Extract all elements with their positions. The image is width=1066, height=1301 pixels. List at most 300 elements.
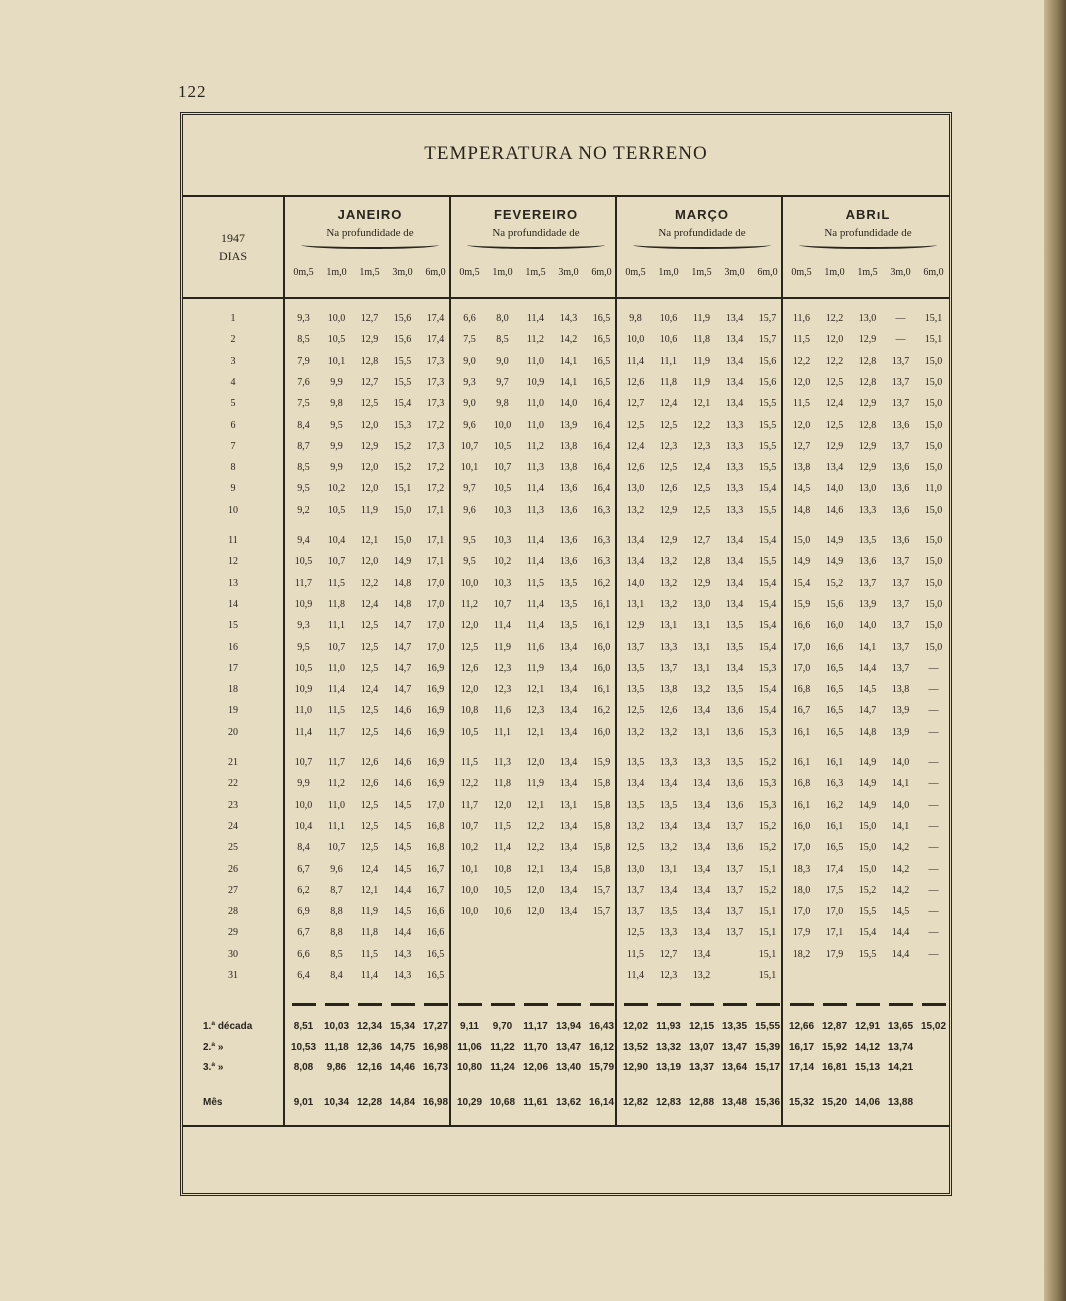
table-cell: 13,2 xyxy=(659,598,678,610)
table-cell: 13,0 xyxy=(858,313,877,324)
summary-cell: 14,75 xyxy=(389,1042,416,1053)
table-cell: 9,5 xyxy=(463,535,476,546)
table-cell: 15,6 xyxy=(393,334,412,346)
table-cell: 16,4 xyxy=(592,419,611,431)
summary-cell: 16,17 xyxy=(788,1042,815,1053)
table-cell: 15,1 xyxy=(758,927,777,939)
book-spine xyxy=(1044,0,1066,1301)
table-cell: 16,9 xyxy=(426,757,445,768)
summary-cell: 15,02 xyxy=(920,1021,947,1032)
table-cell: 13,1 xyxy=(659,620,678,632)
summary-cell: 13,48 xyxy=(721,1097,748,1108)
table-cell: 12,2 xyxy=(526,820,545,832)
table-cell: 13,4 xyxy=(559,820,578,832)
summary-cell: 13,35 xyxy=(721,1021,748,1032)
table-cell: 15,1 xyxy=(758,863,777,875)
summary-rule xyxy=(391,1003,415,1006)
table-cell: 11,4 xyxy=(626,355,645,367)
summary-cell: 16,73 xyxy=(422,1062,449,1073)
table-cell: 15,8 xyxy=(592,820,611,832)
table-cell: 8,5 xyxy=(297,462,310,474)
table-cell: 9,7 xyxy=(496,376,509,388)
table-cell: — xyxy=(928,842,939,854)
summary-cell: 11,70 xyxy=(523,1042,548,1053)
depth-column-header: 0m,5 xyxy=(459,267,480,278)
table-cell: 14,6 xyxy=(393,757,412,768)
table-cell: 11,0 xyxy=(526,355,545,367)
summary-cell: 15,39 xyxy=(754,1042,781,1053)
table-cell: 15,1 xyxy=(924,313,943,324)
summary-cell: 15,55 xyxy=(754,1021,781,1032)
summary-cell: 15,20 xyxy=(821,1097,848,1108)
table-cell: 12,6 xyxy=(460,662,479,674)
table-cell: 15,7 xyxy=(758,313,777,324)
table-cell: 13,6 xyxy=(559,556,578,568)
table-cell: 14,7 xyxy=(393,641,412,653)
table-cell: 15,5 xyxy=(393,355,412,367)
summary-cell: 12,02 xyxy=(622,1021,649,1032)
table-cell: 14,9 xyxy=(858,799,877,811)
table-cell: 11,4 xyxy=(526,556,545,568)
table-cell: 13,7 xyxy=(659,662,678,674)
table-cell: 11,2 xyxy=(526,334,545,346)
summary-cell: 14,21 xyxy=(887,1062,914,1073)
summary-cell: 13,07 xyxy=(688,1042,715,1053)
table-cell: 15,0 xyxy=(924,355,943,367)
month-header: MARÇO xyxy=(674,207,730,222)
table-cell: 13,4 xyxy=(559,641,578,653)
table-cell: 14,1 xyxy=(559,355,578,367)
table-cell: 15,6 xyxy=(393,313,412,324)
table-cell: 15,0 xyxy=(924,577,943,589)
table-cell: — xyxy=(928,884,939,896)
table-cell: 10,1 xyxy=(460,863,479,875)
table-cell: 15,4 xyxy=(393,398,412,410)
table-cell: 12,0 xyxy=(460,684,479,696)
table-cell: 14,2 xyxy=(559,334,578,346)
table-cell: 15,4 xyxy=(792,577,811,589)
table-cell: 13,4 xyxy=(692,799,711,811)
table-cell: 16,1 xyxy=(592,598,611,610)
table-cell: 8,7 xyxy=(297,440,310,452)
table-cell: 14,0 xyxy=(825,483,844,495)
table-cell: 15,0 xyxy=(924,462,943,474)
table-cell: 16,9 xyxy=(426,662,445,674)
table-cell: 16,7 xyxy=(792,705,811,717)
table-cell: 13,3 xyxy=(659,927,678,939)
table-cell: 9,6 xyxy=(463,504,476,516)
table-cell: 16,0 xyxy=(825,620,844,632)
table-cell: 14,7 xyxy=(858,705,877,717)
table-cell: 13,4 xyxy=(725,376,744,388)
summary-cell: 13,32 xyxy=(655,1042,682,1053)
table-cell: 11,4 xyxy=(526,598,545,610)
table-cell: 13,2 xyxy=(692,684,711,696)
table-cell: 12,7 xyxy=(659,948,678,960)
table-cell: 13,2 xyxy=(626,504,645,516)
table-cell: 12,6 xyxy=(360,757,379,768)
table-cell: 17,3 xyxy=(426,398,445,410)
table-cell: 15,6 xyxy=(758,355,777,367)
day-number: 27 xyxy=(228,884,238,896)
table-cell: 13,3 xyxy=(692,757,711,768)
table-cell: 17,5 xyxy=(825,884,844,896)
table-cell: 12,8 xyxy=(858,419,877,431)
table-cell: 17,0 xyxy=(825,906,844,918)
summary-cell: 9,70 xyxy=(492,1021,513,1032)
table-cell: 13,5 xyxy=(626,662,645,674)
summary-rule xyxy=(756,1003,780,1006)
table-cell: 12,3 xyxy=(692,440,711,452)
table-cell: 12,5 xyxy=(360,641,379,653)
table-cell: 13,4 xyxy=(659,778,678,790)
title-divider xyxy=(183,195,949,197)
table-cell: 10,8 xyxy=(460,705,479,717)
table-cell: 11,9 xyxy=(692,313,711,324)
month-header: FEVEREIRO xyxy=(493,207,579,222)
table-cell: 13,1 xyxy=(692,641,711,653)
table-cell: 16,1 xyxy=(792,799,811,811)
table-cell: 15,2 xyxy=(758,842,777,854)
table-cell: 10,6 xyxy=(493,906,512,918)
depth-column-header: 1m,0 xyxy=(824,267,845,278)
summary-cell: 11,18 xyxy=(324,1042,349,1053)
table-cell: 13,6 xyxy=(891,483,910,495)
table-cell: 11,5 xyxy=(626,948,645,960)
table-cell: 11,5 xyxy=(493,820,512,832)
table-cell: 9,4 xyxy=(297,535,310,546)
summary-cell: 13,94 xyxy=(555,1021,582,1032)
table-cell: 11,9 xyxy=(360,504,379,516)
table-cell: 11,6 xyxy=(526,641,545,653)
table-cell: 11,1 xyxy=(659,355,678,367)
table-cell: 11,0 xyxy=(526,398,545,410)
table-cell: 10,5 xyxy=(294,556,313,568)
table-cell: 14,9 xyxy=(792,556,811,568)
table-cell: 12,5 xyxy=(626,842,645,854)
table-cell: 12,5 xyxy=(360,620,379,632)
table-cell: 12,9 xyxy=(360,440,379,452)
table-cell: 12,1 xyxy=(526,799,545,811)
summary-rule xyxy=(424,1003,448,1006)
table-cell: 15,2 xyxy=(393,462,412,474)
summary-cell: 12,28 xyxy=(356,1097,383,1108)
table-cell: 10,2 xyxy=(493,556,512,568)
table-cell: 11,2 xyxy=(460,598,479,610)
table-cell: 10,0 xyxy=(294,799,313,811)
table-cell: 16,5 xyxy=(592,355,611,367)
table-cell: 12,0 xyxy=(360,556,379,568)
day-number: 13 xyxy=(228,577,238,589)
table-cell: 12,5 xyxy=(460,641,479,653)
summary-rule xyxy=(458,1003,482,1006)
table-cell: 10,0 xyxy=(460,577,479,589)
table-cell: 11,9 xyxy=(692,376,711,388)
table-cell: 15,2 xyxy=(758,884,777,896)
table-cell: 10,4 xyxy=(327,535,346,546)
table-cell: 12,5 xyxy=(692,504,711,516)
table-cell: 10,1 xyxy=(327,355,346,367)
table-cell: 15,0 xyxy=(924,440,943,452)
table-cell: 12,0 xyxy=(493,799,512,811)
table-cell: 12,1 xyxy=(360,535,379,546)
table-cell: 12,5 xyxy=(825,376,844,388)
table-cell: 12,1 xyxy=(360,884,379,896)
table-cell: 12,9 xyxy=(825,440,844,452)
table-cell: 14,8 xyxy=(792,504,811,516)
table-cell: 13,5 xyxy=(626,684,645,696)
table-cell: 13,2 xyxy=(659,726,678,738)
table-cell: 12,6 xyxy=(626,462,645,474)
table-cell: 9,5 xyxy=(463,556,476,568)
table-cell: 12,0 xyxy=(526,757,545,768)
table-cell: 10,5 xyxy=(294,662,313,674)
day-number: 23 xyxy=(228,799,238,811)
table-cell: 13,4 xyxy=(725,398,744,410)
day-number: 28 xyxy=(228,906,238,918)
table-cell: 11,4 xyxy=(493,842,512,854)
table-cell: — xyxy=(928,927,939,939)
summary-cell: 14,06 xyxy=(854,1097,881,1108)
table-cell: 11,1 xyxy=(493,726,512,738)
table-cell: 14,5 xyxy=(891,906,910,918)
table-cell: 15,5 xyxy=(758,462,777,474)
table-cell: 13,4 xyxy=(559,863,578,875)
table-cell: 13,7 xyxy=(891,662,910,674)
table-cell: 13,7 xyxy=(626,906,645,918)
table-cell: 13,9 xyxy=(559,419,578,431)
depth-column-header: 1m,0 xyxy=(326,267,347,278)
summary-cell: 13,65 xyxy=(887,1021,914,1032)
table-cell: 13,0 xyxy=(626,863,645,875)
table-cell: 12,4 xyxy=(692,462,711,474)
summary-rule xyxy=(590,1003,614,1006)
summary-cell: 13,40 xyxy=(555,1062,582,1073)
table-cell: 15,4 xyxy=(858,927,877,939)
table-cell: 17,1 xyxy=(426,535,445,546)
depth-column-header: 1m,5 xyxy=(691,267,712,278)
table-cell: 13,4 xyxy=(659,884,678,896)
table-cell: 14,5 xyxy=(393,863,412,875)
table-cell: 11,5 xyxy=(460,757,479,768)
table-cell: 9,8 xyxy=(496,398,509,410)
table-cell: 14,5 xyxy=(393,820,412,832)
table-cell: 10,5 xyxy=(493,440,512,452)
table-cell: 6,7 xyxy=(297,927,310,939)
summary-cell: 11,93 xyxy=(656,1021,681,1032)
day-number: 20 xyxy=(228,726,238,738)
table-cell: 11,8 xyxy=(327,598,346,610)
table-cell: 16,9 xyxy=(426,726,445,738)
table-cell: 13,4 xyxy=(692,927,711,939)
table-cell: 13,7 xyxy=(891,620,910,632)
table-cell: 13,1 xyxy=(692,726,711,738)
table-cell: 12,6 xyxy=(659,705,678,717)
table-cell: 9,5 xyxy=(297,641,310,653)
summary-cell: 8,51 xyxy=(293,1021,314,1032)
summary-cell: 16,98 xyxy=(422,1097,449,1108)
table-cell: 9,3 xyxy=(297,620,310,632)
depth-column-header: 1m,5 xyxy=(525,267,546,278)
summary-cell: 13,74 xyxy=(887,1042,914,1053)
table-cell: 16,9 xyxy=(426,684,445,696)
table-cell: 17,0 xyxy=(792,906,811,918)
table-cell: 13,7 xyxy=(725,906,744,918)
table-cell: 12,9 xyxy=(858,440,877,452)
table-cell: 12,5 xyxy=(360,842,379,854)
table-cell: 12,6 xyxy=(659,483,678,495)
table-cell: 14,2 xyxy=(891,884,910,896)
table-cell: 10,3 xyxy=(493,504,512,516)
table-cell: 15,3 xyxy=(758,778,777,790)
table-cell: 16,3 xyxy=(592,556,611,568)
table-cell: 11,5 xyxy=(526,577,545,589)
table-cell: 12,3 xyxy=(526,705,545,717)
table-cell: 16,5 xyxy=(426,970,445,981)
summary-rule xyxy=(491,1003,515,1006)
table-cell: 11,7 xyxy=(327,757,346,768)
table-cell: 15,4 xyxy=(758,620,777,632)
table-cell: 14,4 xyxy=(393,927,412,939)
table-cell: 16,5 xyxy=(426,948,445,960)
table-cell: 15,5 xyxy=(758,504,777,516)
table-cell: 12,8 xyxy=(360,355,379,367)
summary-label: Mês xyxy=(203,1097,223,1108)
table-cell: 15,1 xyxy=(758,948,777,960)
table-cell: 11,8 xyxy=(360,927,379,939)
table-cell: 17,0 xyxy=(426,598,445,610)
table-cell: 16,7 xyxy=(426,863,445,875)
table-cell: 13,6 xyxy=(725,842,744,854)
table-cell: 17,0 xyxy=(792,662,811,674)
table-cell: 14,5 xyxy=(393,842,412,854)
day-number: 29 xyxy=(228,927,238,939)
table-cell: 12,0 xyxy=(460,620,479,632)
table-cell: 13,6 xyxy=(891,504,910,516)
table-cell: 13,6 xyxy=(725,778,744,790)
table-cell: 17,9 xyxy=(792,927,811,939)
table-cell: 14,2 xyxy=(891,863,910,875)
table-cell: 11,4 xyxy=(626,970,645,981)
summary-cell: 12,87 xyxy=(821,1021,848,1032)
table-cell: 13,2 xyxy=(659,556,678,568)
table-cell: 18,0 xyxy=(792,884,811,896)
table-cell: 17,3 xyxy=(426,440,445,452)
table-cell: 10,1 xyxy=(460,462,479,474)
summary-cell: 8,08 xyxy=(293,1062,314,1073)
brace-decoration xyxy=(799,241,937,249)
table-cell: 17,0 xyxy=(426,620,445,632)
day-number: 17 xyxy=(228,662,238,674)
table-cell: 13,7 xyxy=(891,556,910,568)
table-cell: 12,4 xyxy=(825,398,844,410)
depth-subheading: Na profundidade de xyxy=(326,227,414,239)
table-cell: 12,9 xyxy=(858,462,877,474)
table-cell: 12,5 xyxy=(360,705,379,717)
table-cell: 15,2 xyxy=(758,757,777,768)
table-cell: 13,4 xyxy=(692,842,711,854)
table-cell: — xyxy=(928,778,939,790)
table-cell: 15,3 xyxy=(393,419,412,431)
table-cell: 12,4 xyxy=(659,398,678,410)
table-cell: 10,4 xyxy=(294,820,313,832)
table-cell: — xyxy=(928,662,939,674)
table-cell: 16,7 xyxy=(426,884,445,896)
table-cell: 13,8 xyxy=(559,440,578,452)
table-cell: 13,7 xyxy=(891,577,910,589)
summary-cell: 15,17 xyxy=(754,1062,781,1073)
table-cell: 15,2 xyxy=(393,440,412,452)
summary-cell: 10,29 xyxy=(456,1097,483,1108)
table-cell: 9,7 xyxy=(463,483,476,495)
table-cell: 13,4 xyxy=(725,535,744,546)
table-cell: 10,9 xyxy=(294,684,313,696)
table-cell: 10,5 xyxy=(460,726,479,738)
table-cell: 15,0 xyxy=(924,376,943,388)
table-cell: 6,9 xyxy=(297,906,310,918)
summary-rule xyxy=(292,1003,316,1006)
table-cell: 15,5 xyxy=(858,906,877,918)
table-cell: 16,1 xyxy=(792,726,811,738)
table-cell: 13,4 xyxy=(559,884,578,896)
table-cell: 16,3 xyxy=(825,778,844,790)
table-cell: 7,6 xyxy=(297,376,310,388)
day-number: 18 xyxy=(228,684,238,696)
table-cell: 12,2 xyxy=(792,355,811,367)
table-cell: 12,4 xyxy=(360,863,379,875)
table-cell: 10,7 xyxy=(294,757,313,768)
summary-cell: 13,88 xyxy=(887,1097,914,1108)
table-cell: 11,4 xyxy=(360,970,379,981)
table-cell: 11,9 xyxy=(360,906,379,918)
table-cell: 14,2 xyxy=(891,842,910,854)
table-cell: 12,2 xyxy=(360,577,379,589)
table-cell: 13,4 xyxy=(692,820,711,832)
table-frame xyxy=(180,112,952,1196)
table-cell: 16,8 xyxy=(792,684,811,696)
table-cell: 13,4 xyxy=(659,820,678,832)
summary-cell: 13,52 xyxy=(622,1042,649,1053)
table-cell: 15,4 xyxy=(758,684,777,696)
table-cell: 16,2 xyxy=(592,577,611,589)
table-cell: 9,5 xyxy=(330,419,343,431)
table-cell: 10,0 xyxy=(460,906,479,918)
table-cell: 15,7 xyxy=(592,884,611,896)
table-cell: 17,0 xyxy=(426,577,445,589)
table-cell: 14,9 xyxy=(825,535,844,546)
table-cell: 13,7 xyxy=(891,355,910,367)
table-cell: 13,5 xyxy=(725,620,744,632)
table-cell: 16,1 xyxy=(592,684,611,696)
table-cell: 13,4 xyxy=(725,334,744,346)
summary-label: 3.ª » xyxy=(203,1062,224,1073)
table-cell: 15,5 xyxy=(758,440,777,452)
table-cell: 12,1 xyxy=(526,726,545,738)
table-cell: 13,4 xyxy=(626,556,645,568)
table-cell: 14,3 xyxy=(393,948,412,960)
summary-cell: 13,19 xyxy=(655,1062,682,1073)
summary-cell: 10,03 xyxy=(323,1021,350,1032)
table-cell: 13,7 xyxy=(626,641,645,653)
table-cell: 10,9 xyxy=(526,376,545,388)
table-cell: 10,5 xyxy=(493,483,512,495)
table-cell: 13,4 xyxy=(559,842,578,854)
month-separator xyxy=(283,195,285,1125)
summary-cell: 13,64 xyxy=(721,1062,748,1073)
table-cell: 13,3 xyxy=(725,462,744,474)
table-cell: 13,9 xyxy=(891,705,910,717)
table-cell: 16,4 xyxy=(592,462,611,474)
